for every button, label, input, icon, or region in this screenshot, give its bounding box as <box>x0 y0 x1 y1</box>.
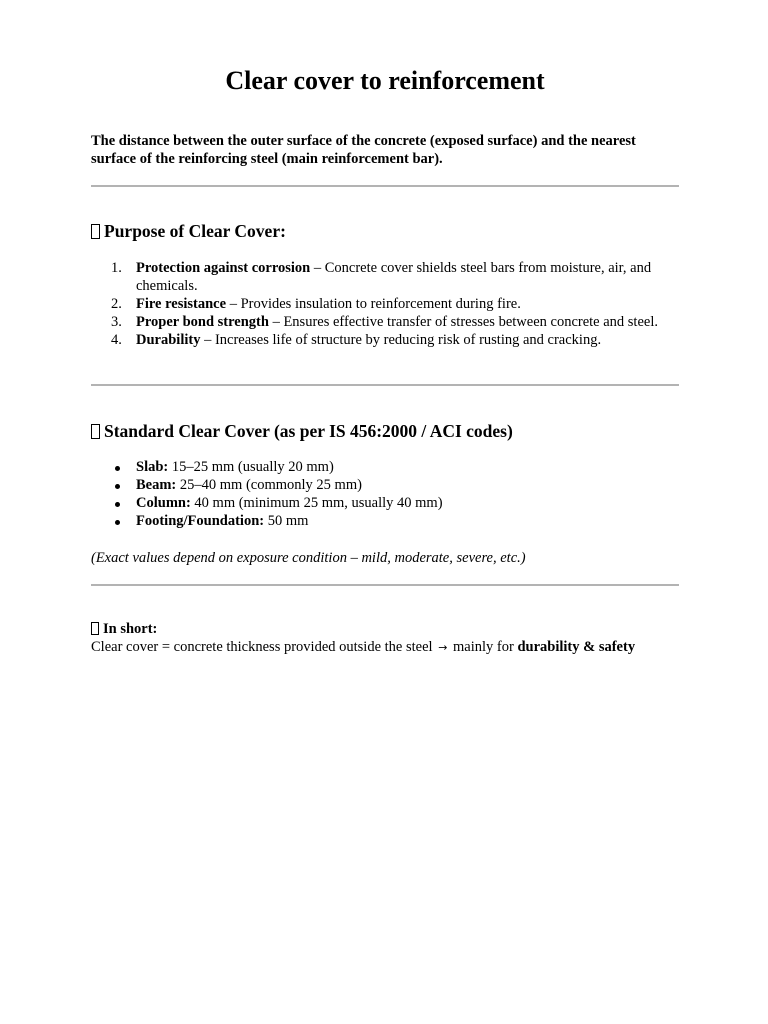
standard-cover-list <box>91 459 679 531</box>
list-item <box>91 477 679 495</box>
list-item-term: Beam: <box>136 477 177 493</box>
summary-text-before: Clear cover = concrete thickness provided outside the steel <box>91 639 433 655</box>
bullet-icon <box>115 466 120 471</box>
missing-glyph-box-icon <box>91 224 100 239</box>
purpose-heading <box>91 220 286 242</box>
exposure-note: (Exact values depend on exposure condition – mild, moderate, severe, etc.) <box>91 550 526 566</box>
divider <box>91 185 679 187</box>
in-short-heading-text: In short: <box>103 621 158 637</box>
page-title: Clear cover to reinforcement <box>225 66 545 95</box>
bullet-icon <box>115 520 120 525</box>
list-item-term: Footing/Foundation: <box>136 513 265 529</box>
list-item <box>91 260 679 295</box>
in-short-heading <box>91 620 157 638</box>
list-item <box>91 332 679 350</box>
purpose-list <box>91 260 679 350</box>
list-item-term: Column: <box>136 495 191 511</box>
divider <box>91 384 679 386</box>
list-item-desc: 40 mm (minimum 25 mm, usually 40 mm) <box>190 495 443 511</box>
summary-text-bold: durability & safety <box>517 639 636 655</box>
missing-glyph-box-icon <box>91 622 99 635</box>
list-item-desc: – Provides insulation to reinforcement during fire. <box>226 295 521 312</box>
list-item-desc: – Ensures effective transfer of stresses between concrete and steel. <box>268 313 658 330</box>
list-item-desc: 50 mm <box>264 513 309 529</box>
list-item <box>91 314 679 332</box>
list-item-desc: – Concrete cover shields steel bars from moisture, air, and chemicals. <box>136 260 652 294</box>
list-item-number: 3. <box>111 313 122 330</box>
right-arrow-icon: → <box>438 641 448 654</box>
list-item-desc: 15–25 mm (usually 20 mm) <box>168 459 334 475</box>
list-item-term: Proper bond strength <box>136 313 269 330</box>
standard-heading-text: Standard Clear Cover (as per IS 456:2000 / ACI codes) <box>104 421 513 441</box>
list-item-desc: – Increases life of structure by reducing risk of rusting and cracking. <box>200 331 602 348</box>
purpose-heading-text: Purpose of Clear Cover: <box>104 221 286 241</box>
list-item <box>91 495 679 513</box>
bullet-icon <box>115 484 120 489</box>
list-item <box>91 296 679 314</box>
list-item-number: 4. <box>111 331 122 348</box>
intro-definition: The distance between the outer surface of the concrete (exposed surface) and the nearest surface of the reinforcing steel (main reinforcement bar). <box>91 133 636 167</box>
summary-text-middle: mainly for <box>453 639 518 655</box>
list-item-number: 1. <box>111 260 122 276</box>
list-item-desc: 25–40 mm (commonly 25 mm) <box>176 477 362 493</box>
standard-heading <box>91 420 513 442</box>
list-item-term: Fire resistance <box>136 295 227 312</box>
list-item-number: 2. <box>111 295 122 312</box>
missing-glyph-box-icon <box>91 424 100 439</box>
list-item-term: Protection against corrosion <box>136 260 311 276</box>
list-item <box>91 459 679 477</box>
list-item-term: Slab: <box>136 459 169 475</box>
divider <box>91 584 679 586</box>
in-short-summary <box>91 638 635 657</box>
list-item-term: Durability <box>136 331 201 348</box>
bullet-icon <box>115 502 120 507</box>
list-item <box>91 513 679 531</box>
